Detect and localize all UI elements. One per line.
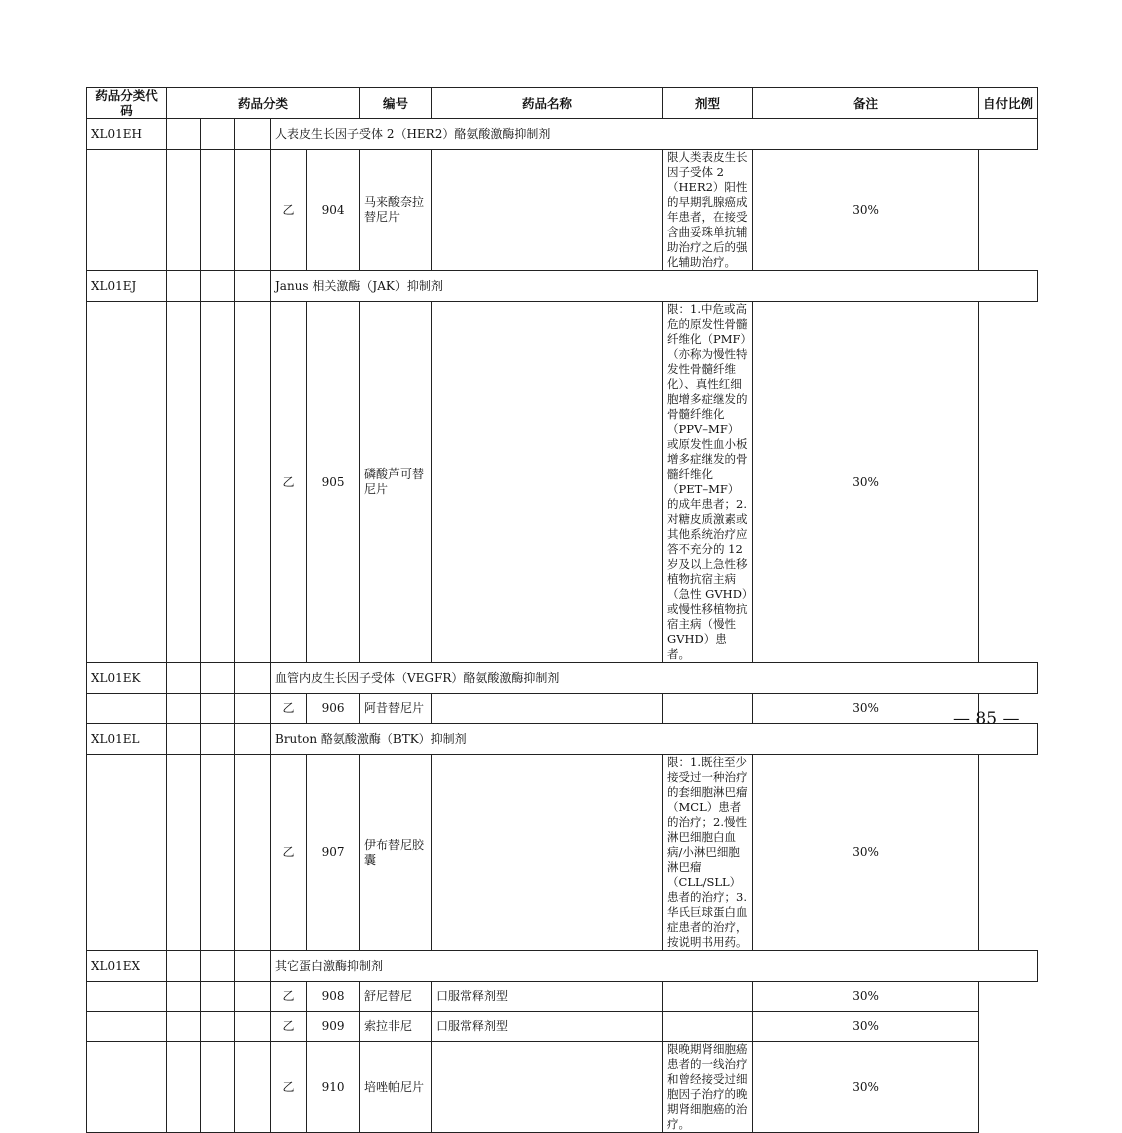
drug-number: 904 [307,150,360,271]
drug-class: 乙 [271,694,307,724]
group-title: 其它蛋白激酶抑制剂 [271,951,1038,982]
drug-number: 909 [307,1012,360,1042]
empty-category-cell [167,1042,201,1133]
drug-number: 905 [307,302,360,663]
header-number: 编号 [360,88,432,119]
empty-category-cell [87,755,167,951]
drug-row [87,982,1038,1012]
empty-category-cell [235,1012,271,1042]
empty-category-cell [201,119,235,150]
empty-category-cell [87,1042,167,1133]
drug-dosage-form [432,1042,663,1133]
group-row [87,724,1038,755]
drug-class: 乙 [271,1042,307,1133]
empty-category-cell [235,663,271,694]
drug-self-pay: 30% [753,302,979,663]
empty-category-cell [167,724,201,755]
empty-category-cell [235,724,271,755]
drug-self-pay: 30% [753,1042,979,1133]
empty-category-cell [87,1012,167,1042]
group-code: XL01EK [87,663,167,694]
header-dosage-form: 剂型 [663,88,753,119]
drug-dosage-form: 口服常释剂型 [432,1012,663,1042]
group-title: Janus 相关激酶（JAK）抑制剂 [271,271,1038,302]
drug-dosage-form [432,755,663,951]
drug-name: 伊布替尼胶囊 [360,755,432,951]
empty-category-cell [235,951,271,982]
drug-number: 910 [307,1042,360,1133]
empty-category-cell [201,724,235,755]
empty-category-cell [201,302,235,663]
drug-name: 舒尼替尼 [360,982,432,1012]
group-row [87,271,1038,302]
header-category: 药品分类 [167,88,360,119]
drug-remarks: 限晚期肾细胞癌患者的一线治疗和曾经接受过细胞因子治疗的晚期肾细胞癌的治疗。 [663,1042,753,1133]
group-row [87,951,1038,982]
header-name: 药品名称 [432,88,663,119]
group-title: 人表皮生长因子受体 2（HER2）酪氨酸激酶抑制剂 [271,119,1038,150]
empty-category-cell [167,982,201,1012]
empty-category-cell [235,694,271,724]
empty-category-cell [235,755,271,951]
empty-category-cell [235,1042,271,1133]
empty-category-cell [201,663,235,694]
group-title: 血管内皮生长因子受体（VEGFR）酪氨酸激酶抑制剂 [271,663,1038,694]
empty-category-cell [87,150,167,271]
table-header-row [87,88,1038,119]
empty-category-cell [167,663,201,694]
drug-name: 马来酸奈拉替尼片 [360,150,432,271]
drug-name: 磷酸芦可替尼片 [360,302,432,663]
drug-self-pay: 30% [753,1012,979,1042]
empty-category-cell [201,951,235,982]
drug-name: 阿昔替尼片 [360,694,432,724]
drug-remarks: 限：1.中危或高危的原发性骨髓纤维化（PMF）（亦称为慢性特发性骨髓纤维化）、真性红细胞增多症继发的骨髓纤维化（PPV–MF）或原发性血小板增多症继发的骨髓纤维化（PET–MF）的成年患者；2.对糖皮质激素或其他系统治疗应答不充分的 12 岁及以上急性移植物抗宿主病（急性 GVHD）或慢性移植物抗宿主病（慢性 GVHD）患者。 [663,302,753,663]
drug-remarks [663,1012,753,1042]
empty-category-cell [235,271,271,302]
empty-category-cell [201,982,235,1012]
drug-self-pay: 30% [753,755,979,951]
drug-remarks: 限人类表皮生长因子受体 2（HER2）阳性的早期乳腺癌成年患者，在接受含曲妥珠单抗辅助治疗之后的强化辅助治疗。 [663,150,753,271]
header-remarks: 备注 [753,88,979,119]
drug-remarks [663,982,753,1012]
empty-category-cell [87,694,167,724]
empty-category-cell [167,694,201,724]
empty-category-cell [167,150,201,271]
drug-number: 906 [307,694,360,724]
group-title: Bruton 酪氨酸激酶（BTK）抑制剂 [271,724,1038,755]
empty-category-cell [87,302,167,663]
group-code: XL01EJ [87,271,167,302]
group-code: XL01EL [87,724,167,755]
drug-dosage-form: 口服常释剂型 [432,982,663,1012]
drug-dosage-form [432,150,663,271]
empty-category-cell [201,694,235,724]
drug-class: 乙 [271,1012,307,1042]
drug-row [87,1042,1038,1133]
empty-category-cell [235,150,271,271]
group-row [87,663,1038,694]
page-number: — 85 — [953,709,1020,729]
drug-self-pay: 30% [753,150,979,271]
drug-row [87,694,1038,724]
drug-row [87,302,1038,663]
table-body [87,119,1038,1133]
drug-row [87,755,1038,951]
drug-row [87,150,1038,271]
drug-class: 乙 [271,302,307,663]
drug-name: 索拉非尼 [360,1012,432,1042]
empty-category-cell [235,302,271,663]
drug-number: 908 [307,982,360,1012]
drug-name: 培唑帕尼片 [360,1042,432,1133]
drug-remarks [663,694,753,724]
drug-remarks: 限：1.既往至少接受过一种治疗的套细胞淋巴瘤（MCL）患者的治疗；2.慢性淋巴细胞白血病/小淋巴细胞淋巴瘤（CLL/SLL）患者的治疗；3.华氏巨球蛋白血症患者的治疗，按说明书用药。 [663,755,753,951]
drug-class: 乙 [271,150,307,271]
empty-category-cell [201,1012,235,1042]
header-code: 药品分类代码 [87,88,167,119]
empty-category-cell [201,150,235,271]
drug-dosage-form [432,302,663,663]
empty-category-cell [201,271,235,302]
drug-row [87,1012,1038,1042]
empty-category-cell [201,1042,235,1133]
drug-dosage-form [432,694,663,724]
empty-category-cell [87,982,167,1012]
drug-class: 乙 [271,755,307,951]
empty-category-cell [167,119,201,150]
empty-category-cell [167,755,201,951]
drug-catalog-table [86,87,1038,1133]
drug-number: 907 [307,755,360,951]
empty-category-cell [201,755,235,951]
empty-category-cell [167,951,201,982]
empty-category-cell [167,1012,201,1042]
drug-self-pay: 30% [753,694,979,724]
empty-category-cell [167,271,201,302]
empty-category-cell [167,302,201,663]
group-code: XL01EX [87,951,167,982]
group-code: XL01EH [87,119,167,150]
drug-self-pay: 30% [753,982,979,1012]
empty-category-cell [235,982,271,1012]
header-self-pay: 自付比例 [979,88,1038,119]
drug-class: 乙 [271,982,307,1012]
group-row [87,119,1038,150]
empty-category-cell [235,119,271,150]
